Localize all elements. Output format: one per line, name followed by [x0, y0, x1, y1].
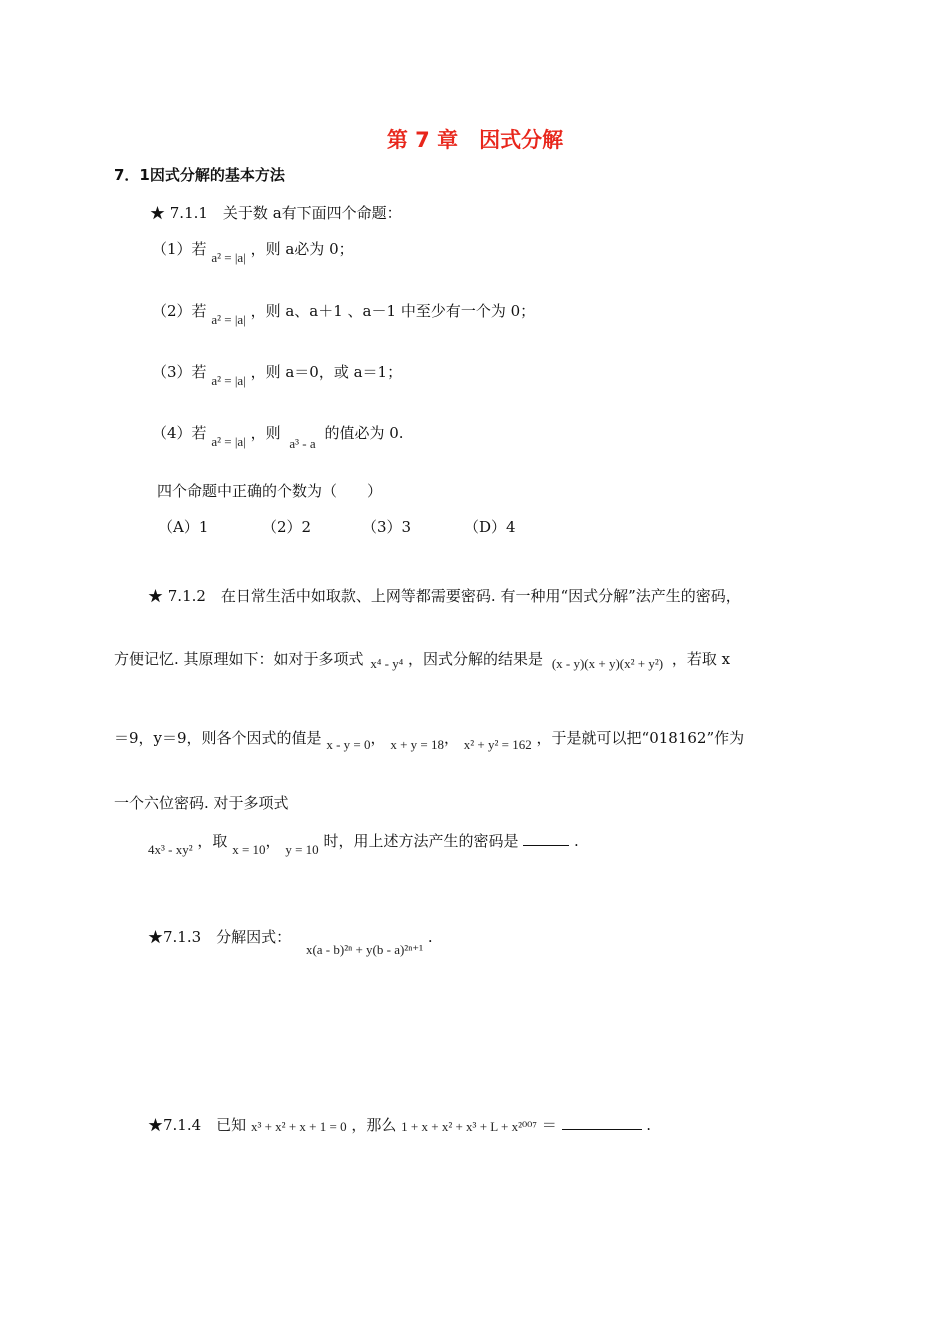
problem-2-line-5: 4x³ - xy² ，取 x = 10， y = 10 时，用上述方法产生的密码是 . — [148, 832, 579, 857]
condition-math: a² = |a| — [211, 434, 246, 449]
item-label: （3）若 — [152, 363, 207, 381]
problem-2-line-3: ＝9，y＝9，则各个因式的值是 x - y = 0， x + y = 18， x² + y² = 162 ，于是就可以把“018162”作为 — [114, 729, 745, 752]
item-text: ，则 — [250, 424, 281, 442]
item-label: （4）若 — [152, 424, 207, 442]
chapter-title: 第 7 章 因式分解 — [386, 128, 564, 152]
problem-2-line-1: ★ 7.1.2 在日常生活中如取款、上网等都需要密码. 有一种用“因式分解”法产生的密码， — [148, 587, 741, 605]
factor-value-math-1: x - y = 0 — [326, 737, 371, 752]
polynomial-math: 4x³ - xy² — [148, 842, 193, 857]
condition-math: a² = |a| — [211, 312, 246, 327]
option-a: （A）1 — [158, 518, 209, 536]
item-label: （2）若 — [152, 302, 207, 320]
text-segment: ，若取 x — [671, 650, 731, 668]
problem-label: ★7.1.4 已知 — [148, 1116, 247, 1134]
sum-math: 1 + x + x² + x³ + L + x²⁰⁰⁷ — [401, 1119, 537, 1134]
x-value-math: x = 10 — [232, 842, 266, 857]
section-heading: 7．1因式分解的基本方法 — [114, 166, 285, 184]
option-c: （3）3 — [362, 518, 412, 536]
problem-3 — [148, 926, 433, 957]
text-segment: ，那么 — [351, 1116, 397, 1134]
text-segment: . — [574, 832, 579, 850]
text-segment: ，于是就可以把“018162”作为 — [536, 729, 745, 747]
text-segment: ，取 — [197, 832, 228, 850]
item-text: ，则 a必为 0； — [250, 240, 354, 258]
text-segment: 方便记忆. 其原理如下：如对于多项式 — [114, 650, 364, 668]
condition-math: a² = |a| — [211, 250, 246, 265]
problem-1-question: 四个命题中正确的个数为（ ） — [157, 482, 383, 500]
polynomial-math: x⁴ - y⁴ — [370, 656, 404, 671]
y-value-math: y = 10 — [285, 842, 319, 857]
problem-2-line-2 — [114, 648, 730, 669]
text-segment: 时，用上述方法产生的密码是 — [323, 832, 519, 850]
text-segment: ＝9，y＝9，则各个因式的值是 — [114, 729, 322, 747]
option-d: （D）4 — [464, 518, 516, 536]
expression-math: x(a - b)²ⁿ + y(b - a)²ⁿ⁺¹ — [305, 942, 424, 957]
problem-1-intro: ★ 7.1.1 关于数 a有下面四个命题： — [150, 204, 402, 222]
text-segment: ＝ — [541, 1116, 557, 1134]
text-segment: ，因式分解的结果是 — [408, 650, 544, 668]
answer-blank[interactable] — [562, 1115, 642, 1130]
condition-math: x³ + x² + x + 1 = 0 — [250, 1119, 347, 1134]
item-label: （1）若 — [152, 240, 207, 258]
item-text-2: 的值必为 0. — [324, 424, 404, 442]
text-segment: . — [646, 1116, 652, 1134]
problem-1-item-2 — [152, 300, 536, 327]
item-text: ，则 a、a＋1 、a－1 中至少有一个为 0； — [250, 302, 536, 320]
problem-4 — [148, 1114, 651, 1135]
option-b: （2）2 — [262, 518, 312, 536]
item-text: ，则 a＝0，或 a＝1； — [250, 363, 403, 381]
problem-1-item-1 — [152, 238, 354, 265]
factor-value-math-2: x + y = 18 — [390, 737, 444, 752]
problem-label: ★7.1.3 分解因式： — [148, 928, 292, 946]
factorization-math: (x - y)(x + y)(x² + y²) — [551, 656, 664, 671]
problem-2-line-4: 一个六位密码. 对于多项式 — [114, 794, 289, 812]
expression-math: a³ - a — [289, 436, 316, 451]
problem-1-item-4 — [152, 422, 404, 451]
answer-blank[interactable] — [523, 831, 569, 846]
problem-1-item-3 — [152, 361, 403, 388]
condition-math: a² = |a| — [211, 373, 246, 388]
factor-value-math-3: x² + y² = 162 — [463, 737, 532, 752]
text-segment: . — [427, 928, 433, 946]
